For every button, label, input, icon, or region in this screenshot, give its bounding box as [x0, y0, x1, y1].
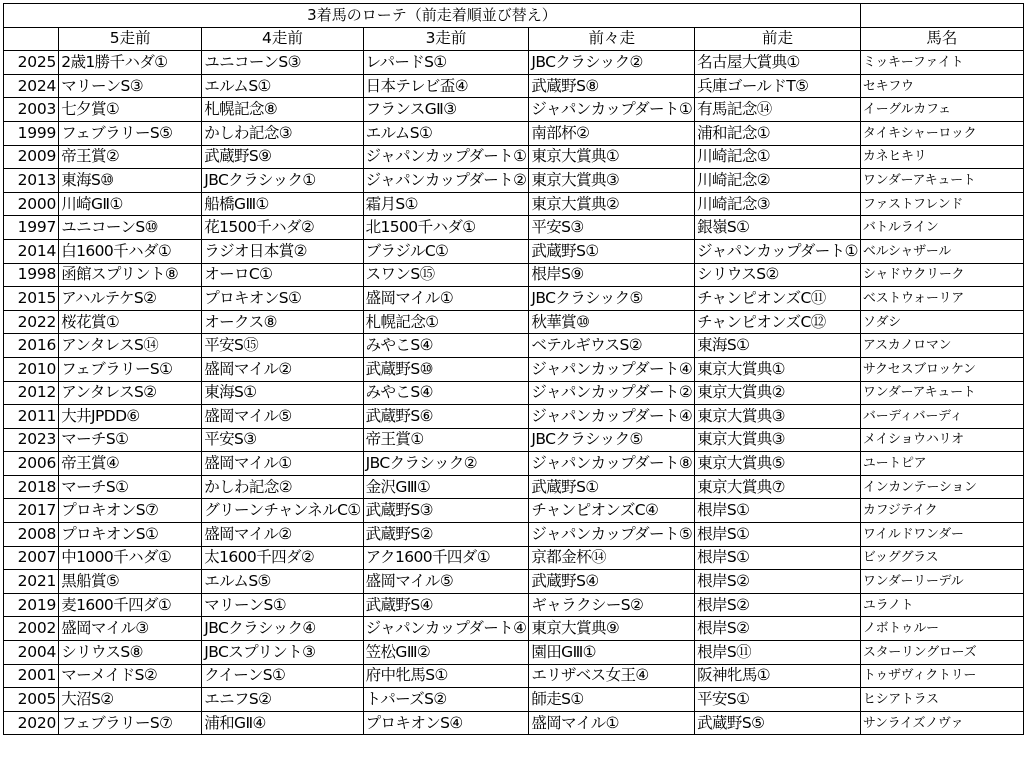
last-race-cell: 東京大賞典③ — [695, 428, 861, 452]
last-race-cell: 兵庫ゴールドT⑤ — [695, 74, 861, 98]
race-5-ago-cell: 川崎GⅡ① — [59, 192, 202, 216]
table-row — [4, 593, 1024, 617]
race-2-ago-cell: 盛岡マイル① — [529, 711, 695, 735]
race-5-ago-cell: フェブラリーS⑦ — [59, 711, 202, 735]
race-2-ago-cell: 武蔵野S④ — [529, 570, 695, 594]
race-3-ago-cell: みやこS④ — [363, 381, 529, 405]
last-race-cell: 東海S① — [695, 334, 861, 358]
race-5-ago-cell: 黒船賞⑤ — [59, 570, 202, 594]
horse-name-cell: ワンダーアキュート — [860, 381, 1023, 405]
horse-name-cell: ベストウォーリア — [860, 287, 1023, 311]
year-cell: 2024 — [4, 74, 59, 98]
race-3-ago-cell: 武蔵野S⑥ — [363, 405, 529, 429]
race-5-ago-cell: ユニコーンS⑩ — [59, 216, 202, 240]
horse-name-cell: サンライズノヴァ — [860, 711, 1023, 735]
header-horse-name: 馬名 — [860, 27, 1023, 51]
table-row — [4, 381, 1024, 405]
last-race-cell: 根岸S① — [695, 546, 861, 570]
race-3-ago-cell: 北1500千ハダ① — [363, 216, 529, 240]
year-cell: 2011 — [4, 405, 59, 429]
horse-name-cell: ノボトゥルー — [860, 617, 1023, 641]
table-row — [4, 688, 1024, 712]
last-race-cell: 東京大賞典① — [695, 357, 861, 381]
race-3-ago-cell: ジャパンカップダート④ — [363, 617, 529, 641]
table-row — [4, 263, 1024, 287]
race-4-ago-cell: プロキオンS① — [202, 287, 363, 311]
horse-name-cell: ミッキーファイト — [860, 51, 1023, 75]
race-4-ago-cell: 盛岡マイル⑤ — [202, 405, 363, 429]
race-4-ago-cell: 浦和GⅡ④ — [202, 711, 363, 735]
table-row — [4, 74, 1024, 98]
race-3-ago-cell: JBCクラシック② — [363, 452, 529, 476]
last-race-cell: 平安S① — [695, 688, 861, 712]
table-row — [4, 287, 1024, 311]
horse-name-cell: ソダシ — [860, 310, 1023, 334]
year-cell: 2018 — [4, 475, 59, 499]
horse-name-cell: ワンダーリーデル — [860, 570, 1023, 594]
horse-name-cell: カネヒキリ — [860, 145, 1023, 169]
horse-name-cell: イーグルカフェ — [860, 98, 1023, 122]
race-4-ago-cell: 花1500千ハダ② — [202, 216, 363, 240]
race-4-ago-cell: 東海S① — [202, 381, 363, 405]
race-4-ago-cell: かしわ記念② — [202, 475, 363, 499]
year-cell: 2025 — [4, 51, 59, 75]
race-3-ago-cell: 武蔵野S② — [363, 523, 529, 547]
race-2-ago-cell: ジャパンカップダート④ — [529, 405, 695, 429]
table-row — [4, 499, 1024, 523]
race-2-ago-cell: ジャパンカップダート⑧ — [529, 452, 695, 476]
race-3-ago-cell: みやこS④ — [363, 334, 529, 358]
race-2-ago-cell: ギャラクシーS② — [529, 593, 695, 617]
race-5-ago-cell: 帝王賞④ — [59, 452, 202, 476]
last-race-cell: 武蔵野S⑤ — [695, 711, 861, 735]
last-race-cell: 東京大賞典③ — [695, 405, 861, 429]
race-2-ago-cell: チャンピオンズC④ — [529, 499, 695, 523]
table-row — [4, 239, 1024, 263]
table-title: 3着馬のローテ（前走着順並び替え） — [4, 4, 861, 28]
race-4-ago-cell: エニフS② — [202, 688, 363, 712]
horse-name-cell: ユートピア — [860, 452, 1023, 476]
horse-name-cell: トゥザヴィクトリー — [860, 664, 1023, 688]
last-race-cell: 東京大賞典⑦ — [695, 475, 861, 499]
race-4-ago-cell: 盛岡マイル① — [202, 452, 363, 476]
race-4-ago-cell: 平安S⑮ — [202, 334, 363, 358]
header-year — [4, 27, 59, 51]
last-race-cell: チャンピオンズC⑫ — [695, 310, 861, 334]
race-4-ago-cell: JBCスプリント③ — [202, 641, 363, 665]
race-3-ago-cell: ブラジルC① — [363, 239, 529, 263]
table-row — [4, 570, 1024, 594]
title-row-blank-cell — [860, 4, 1023, 28]
race-4-ago-cell: エルムS⑤ — [202, 570, 363, 594]
race-5-ago-cell: 東海S⑩ — [59, 169, 202, 193]
year-cell: 2007 — [4, 546, 59, 570]
year-cell: 2016 — [4, 334, 59, 358]
race-3-ago-cell: プロキオンS④ — [363, 711, 529, 735]
race-2-ago-cell: ジャパンカップダート⑤ — [529, 523, 695, 547]
race-4-ago-cell: JBCクラシック④ — [202, 617, 363, 641]
race-2-ago-cell: ジャパンカップダート④ — [529, 357, 695, 381]
race-3-ago-cell: 武蔵野S③ — [363, 499, 529, 523]
race-3-ago-cell: 金沢GⅢ① — [363, 475, 529, 499]
table-row — [4, 617, 1024, 641]
race-2-ago-cell: 根岸S⑨ — [529, 263, 695, 287]
year-cell: 2005 — [4, 688, 59, 712]
horse-name-cell: ワイルドワンダー — [860, 523, 1023, 547]
year-cell: 2001 — [4, 664, 59, 688]
race-3-ago-cell: 盛岡マイル⑤ — [363, 570, 529, 594]
race-5-ago-cell: 盛岡マイル③ — [59, 617, 202, 641]
race-2-ago-cell: 東京大賞典⑨ — [529, 617, 695, 641]
race-5-ago-cell: 大沼S② — [59, 688, 202, 712]
race-3-ago-cell: アク1600千四ダ① — [363, 546, 529, 570]
race-3-ago-cell: 盛岡マイル① — [363, 287, 529, 311]
race-4-ago-cell: グリーンチャンネルC① — [202, 499, 363, 523]
horse-name-cell: シャドウクリーク — [860, 263, 1023, 287]
last-race-cell: 名古屋大賞典① — [695, 51, 861, 75]
last-race-cell: 銀嶺S① — [695, 216, 861, 240]
horse-name-cell: タイキシャーロック — [860, 121, 1023, 145]
race-2-ago-cell: JBCクラシック⑤ — [529, 428, 695, 452]
race-2-ago-cell: 平安S③ — [529, 216, 695, 240]
race-2-ago-cell: 園田GⅢ① — [529, 641, 695, 665]
table-row — [4, 121, 1024, 145]
horse-name-cell: スターリングローズ — [860, 641, 1023, 665]
table-row — [4, 452, 1024, 476]
race-5-ago-cell: プロキオンS⑦ — [59, 499, 202, 523]
last-race-cell: 根岸S② — [695, 570, 861, 594]
horse-name-cell: ベルシャザール — [860, 239, 1023, 263]
year-cell: 2003 — [4, 98, 59, 122]
table-row — [4, 334, 1024, 358]
race-3-ago-cell: 府中牝馬S① — [363, 664, 529, 688]
race-3-ago-cell: 帝王賞① — [363, 428, 529, 452]
race-5-ago-cell: 七夕賞① — [59, 98, 202, 122]
year-cell: 2009 — [4, 145, 59, 169]
table-row — [4, 711, 1024, 735]
race-3-ago-cell: 日本テレビ盃④ — [363, 74, 529, 98]
year-cell: 2021 — [4, 570, 59, 594]
year-cell: 2012 — [4, 381, 59, 405]
race-3-ago-cell: 笠松GⅢ② — [363, 641, 529, 665]
last-race-cell: 浦和記念① — [695, 121, 861, 145]
last-race-cell: シリウスS② — [695, 263, 861, 287]
race-5-ago-cell: 函館スプリント⑧ — [59, 263, 202, 287]
last-race-cell: 川崎記念③ — [695, 192, 861, 216]
last-race-cell: 根岸S① — [695, 523, 861, 547]
race-5-ago-cell: シリウスS⑧ — [59, 641, 202, 665]
race-2-ago-cell: 京都金杯⑭ — [529, 546, 695, 570]
race-4-ago-cell: エルムS① — [202, 74, 363, 98]
horse-name-cell: アスカノロマン — [860, 334, 1023, 358]
table-row — [4, 664, 1024, 688]
last-race-cell: 根岸S① — [695, 499, 861, 523]
race-3-ago-cell: レパードS① — [363, 51, 529, 75]
race-2-ago-cell: 師走S① — [529, 688, 695, 712]
race-5-ago-cell: アンタレスS⑭ — [59, 334, 202, 358]
race-3-ago-cell: ジャパンカップダート① — [363, 145, 529, 169]
race-4-ago-cell: オーロC① — [202, 263, 363, 287]
year-cell: 2010 — [4, 357, 59, 381]
year-cell: 2014 — [4, 239, 59, 263]
table-row — [4, 523, 1024, 547]
last-race-cell: ジャパンカップダート① — [695, 239, 861, 263]
race-5-ago-cell: フェブラリーS⑤ — [59, 121, 202, 145]
race-2-ago-cell: 武蔵野S⑧ — [529, 74, 695, 98]
table-row — [4, 98, 1024, 122]
horse-name-cell: セキフウ — [860, 74, 1023, 98]
race-5-ago-cell: アハルテケS② — [59, 287, 202, 311]
race-3-ago-cell: スワンS⑮ — [363, 263, 529, 287]
last-race-cell: 阪神牝馬① — [695, 664, 861, 688]
race-3-ago-cell: 霜月S① — [363, 192, 529, 216]
race-2-ago-cell: エリザベス女王④ — [529, 664, 695, 688]
horse-name-cell: ファストフレンド — [860, 192, 1023, 216]
year-cell: 2006 — [4, 452, 59, 476]
last-race-cell: 東京大賞典② — [695, 381, 861, 405]
table-row — [4, 546, 1024, 570]
race-4-ago-cell: 太1600千四ダ② — [202, 546, 363, 570]
race-4-ago-cell: 船橋GⅢ① — [202, 192, 363, 216]
year-cell: 2015 — [4, 287, 59, 311]
race-2-ago-cell: 秋華賞⑩ — [529, 310, 695, 334]
race-2-ago-cell: 東京大賞典③ — [529, 169, 695, 193]
horse-name-cell: インカンテーション — [860, 475, 1023, 499]
race-4-ago-cell: 盛岡マイル② — [202, 357, 363, 381]
rotation-table — [3, 3, 1024, 735]
race-5-ago-cell: マーメイドS② — [59, 664, 202, 688]
table-row — [4, 475, 1024, 499]
race-3-ago-cell: ジャパンカップダート② — [363, 169, 529, 193]
race-5-ago-cell: 白1600千ハダ① — [59, 239, 202, 263]
race-3-ago-cell: フランスGⅡ③ — [363, 98, 529, 122]
race-3-ago-cell: トパーズS② — [363, 688, 529, 712]
horse-name-cell: ワンダーアキュート — [860, 169, 1023, 193]
race-5-ago-cell: マーチS① — [59, 428, 202, 452]
race-5-ago-cell: マリーンS③ — [59, 74, 202, 98]
race-4-ago-cell: ラジオ日本賞② — [202, 239, 363, 263]
race-4-ago-cell: 札幌記念⑧ — [202, 98, 363, 122]
race-2-ago-cell: ベテルギウスS② — [529, 334, 695, 358]
horse-name-cell: ビッググラス — [860, 546, 1023, 570]
year-cell: 2004 — [4, 641, 59, 665]
race-5-ago-cell: マーチS① — [59, 475, 202, 499]
last-race-cell: 川崎記念② — [695, 169, 861, 193]
race-2-ago-cell: ジャパンカップダート② — [529, 381, 695, 405]
table-row — [4, 428, 1024, 452]
race-2-ago-cell: 武蔵野S① — [529, 475, 695, 499]
year-cell: 1999 — [4, 121, 59, 145]
year-cell: 2023 — [4, 428, 59, 452]
race-5-ago-cell: フェブラリーS① — [59, 357, 202, 381]
header-4-races-ago: 4走前 — [202, 27, 363, 51]
race-2-ago-cell: ジャパンカップダート① — [529, 98, 695, 122]
table-row — [4, 357, 1024, 381]
race-3-ago-cell: 武蔵野S⑩ — [363, 357, 529, 381]
title-row — [4, 4, 1024, 28]
horse-name-cell: メイショウハリオ — [860, 428, 1023, 452]
last-race-cell: 東京大賞典⑤ — [695, 452, 861, 476]
race-5-ago-cell: 2歳1勝千ハダ① — [59, 51, 202, 75]
year-cell: 2017 — [4, 499, 59, 523]
race-5-ago-cell: 麦1600千四ダ① — [59, 593, 202, 617]
horse-name-cell: バトルライン — [860, 216, 1023, 240]
race-4-ago-cell: クイーンS① — [202, 664, 363, 688]
year-cell: 1998 — [4, 263, 59, 287]
table-row — [4, 310, 1024, 334]
year-cell: 2008 — [4, 523, 59, 547]
race-2-ago-cell: 南部杯② — [529, 121, 695, 145]
last-race-cell: チャンピオンズC⑪ — [695, 287, 861, 311]
last-race-cell: 根岸S② — [695, 617, 861, 641]
horse-name-cell: サクセスブロッケン — [860, 357, 1023, 381]
year-cell: 2020 — [4, 711, 59, 735]
race-5-ago-cell: プロキオンS① — [59, 523, 202, 547]
header-3-races-ago: 3走前 — [363, 27, 529, 51]
horse-name-cell: バーディバーディ — [860, 405, 1023, 429]
horse-name-cell: ユラノト — [860, 593, 1023, 617]
table-row — [4, 192, 1024, 216]
race-3-ago-cell: エルムS① — [363, 121, 529, 145]
race-2-ago-cell: JBCクラシック② — [529, 51, 695, 75]
race-5-ago-cell: 帝王賞② — [59, 145, 202, 169]
header-row — [4, 27, 1024, 51]
race-4-ago-cell: かしわ記念③ — [202, 121, 363, 145]
race-4-ago-cell: ユニコーンS③ — [202, 51, 363, 75]
last-race-cell: 根岸S② — [695, 593, 861, 617]
race-4-ago-cell: JBCクラシック① — [202, 169, 363, 193]
table-row — [4, 51, 1024, 75]
race-2-ago-cell: 武蔵野S① — [529, 239, 695, 263]
race-2-ago-cell: 東京大賞典② — [529, 192, 695, 216]
year-cell: 2000 — [4, 192, 59, 216]
race-5-ago-cell: 大井JPDD⑥ — [59, 405, 202, 429]
race-2-ago-cell: 東京大賞典① — [529, 145, 695, 169]
last-race-cell: 有馬記念⑭ — [695, 98, 861, 122]
race-2-ago-cell: JBCクラシック⑤ — [529, 287, 695, 311]
horse-name-cell: カフジテイク — [860, 499, 1023, 523]
year-cell: 1997 — [4, 216, 59, 240]
race-5-ago-cell: アンタレスS② — [59, 381, 202, 405]
table-row — [4, 145, 1024, 169]
race-4-ago-cell: マリーンS① — [202, 593, 363, 617]
race-5-ago-cell: 桜花賞① — [59, 310, 202, 334]
race-4-ago-cell: 盛岡マイル② — [202, 523, 363, 547]
race-5-ago-cell: 中1000千ハダ① — [59, 546, 202, 570]
race-4-ago-cell: 平安S③ — [202, 428, 363, 452]
year-cell: 2002 — [4, 617, 59, 641]
race-4-ago-cell: 武蔵野S⑨ — [202, 145, 363, 169]
table-row — [4, 216, 1024, 240]
header-last-race: 前走 — [695, 27, 861, 51]
header-2-races-ago: 前々走 — [529, 27, 695, 51]
last-race-cell: 根岸S⑪ — [695, 641, 861, 665]
last-race-cell: 川崎記念① — [695, 145, 861, 169]
horse-name-cell: ヒシアトラス — [860, 688, 1023, 712]
year-cell: 2022 — [4, 310, 59, 334]
table-row — [4, 405, 1024, 429]
race-3-ago-cell: 武蔵野S④ — [363, 593, 529, 617]
table-row — [4, 169, 1024, 193]
table-row — [4, 641, 1024, 665]
header-5-races-ago: 5走前 — [59, 27, 202, 51]
year-cell: 2019 — [4, 593, 59, 617]
race-4-ago-cell: オークス⑧ — [202, 310, 363, 334]
year-cell: 2013 — [4, 169, 59, 193]
race-3-ago-cell: 札幌記念① — [363, 310, 529, 334]
